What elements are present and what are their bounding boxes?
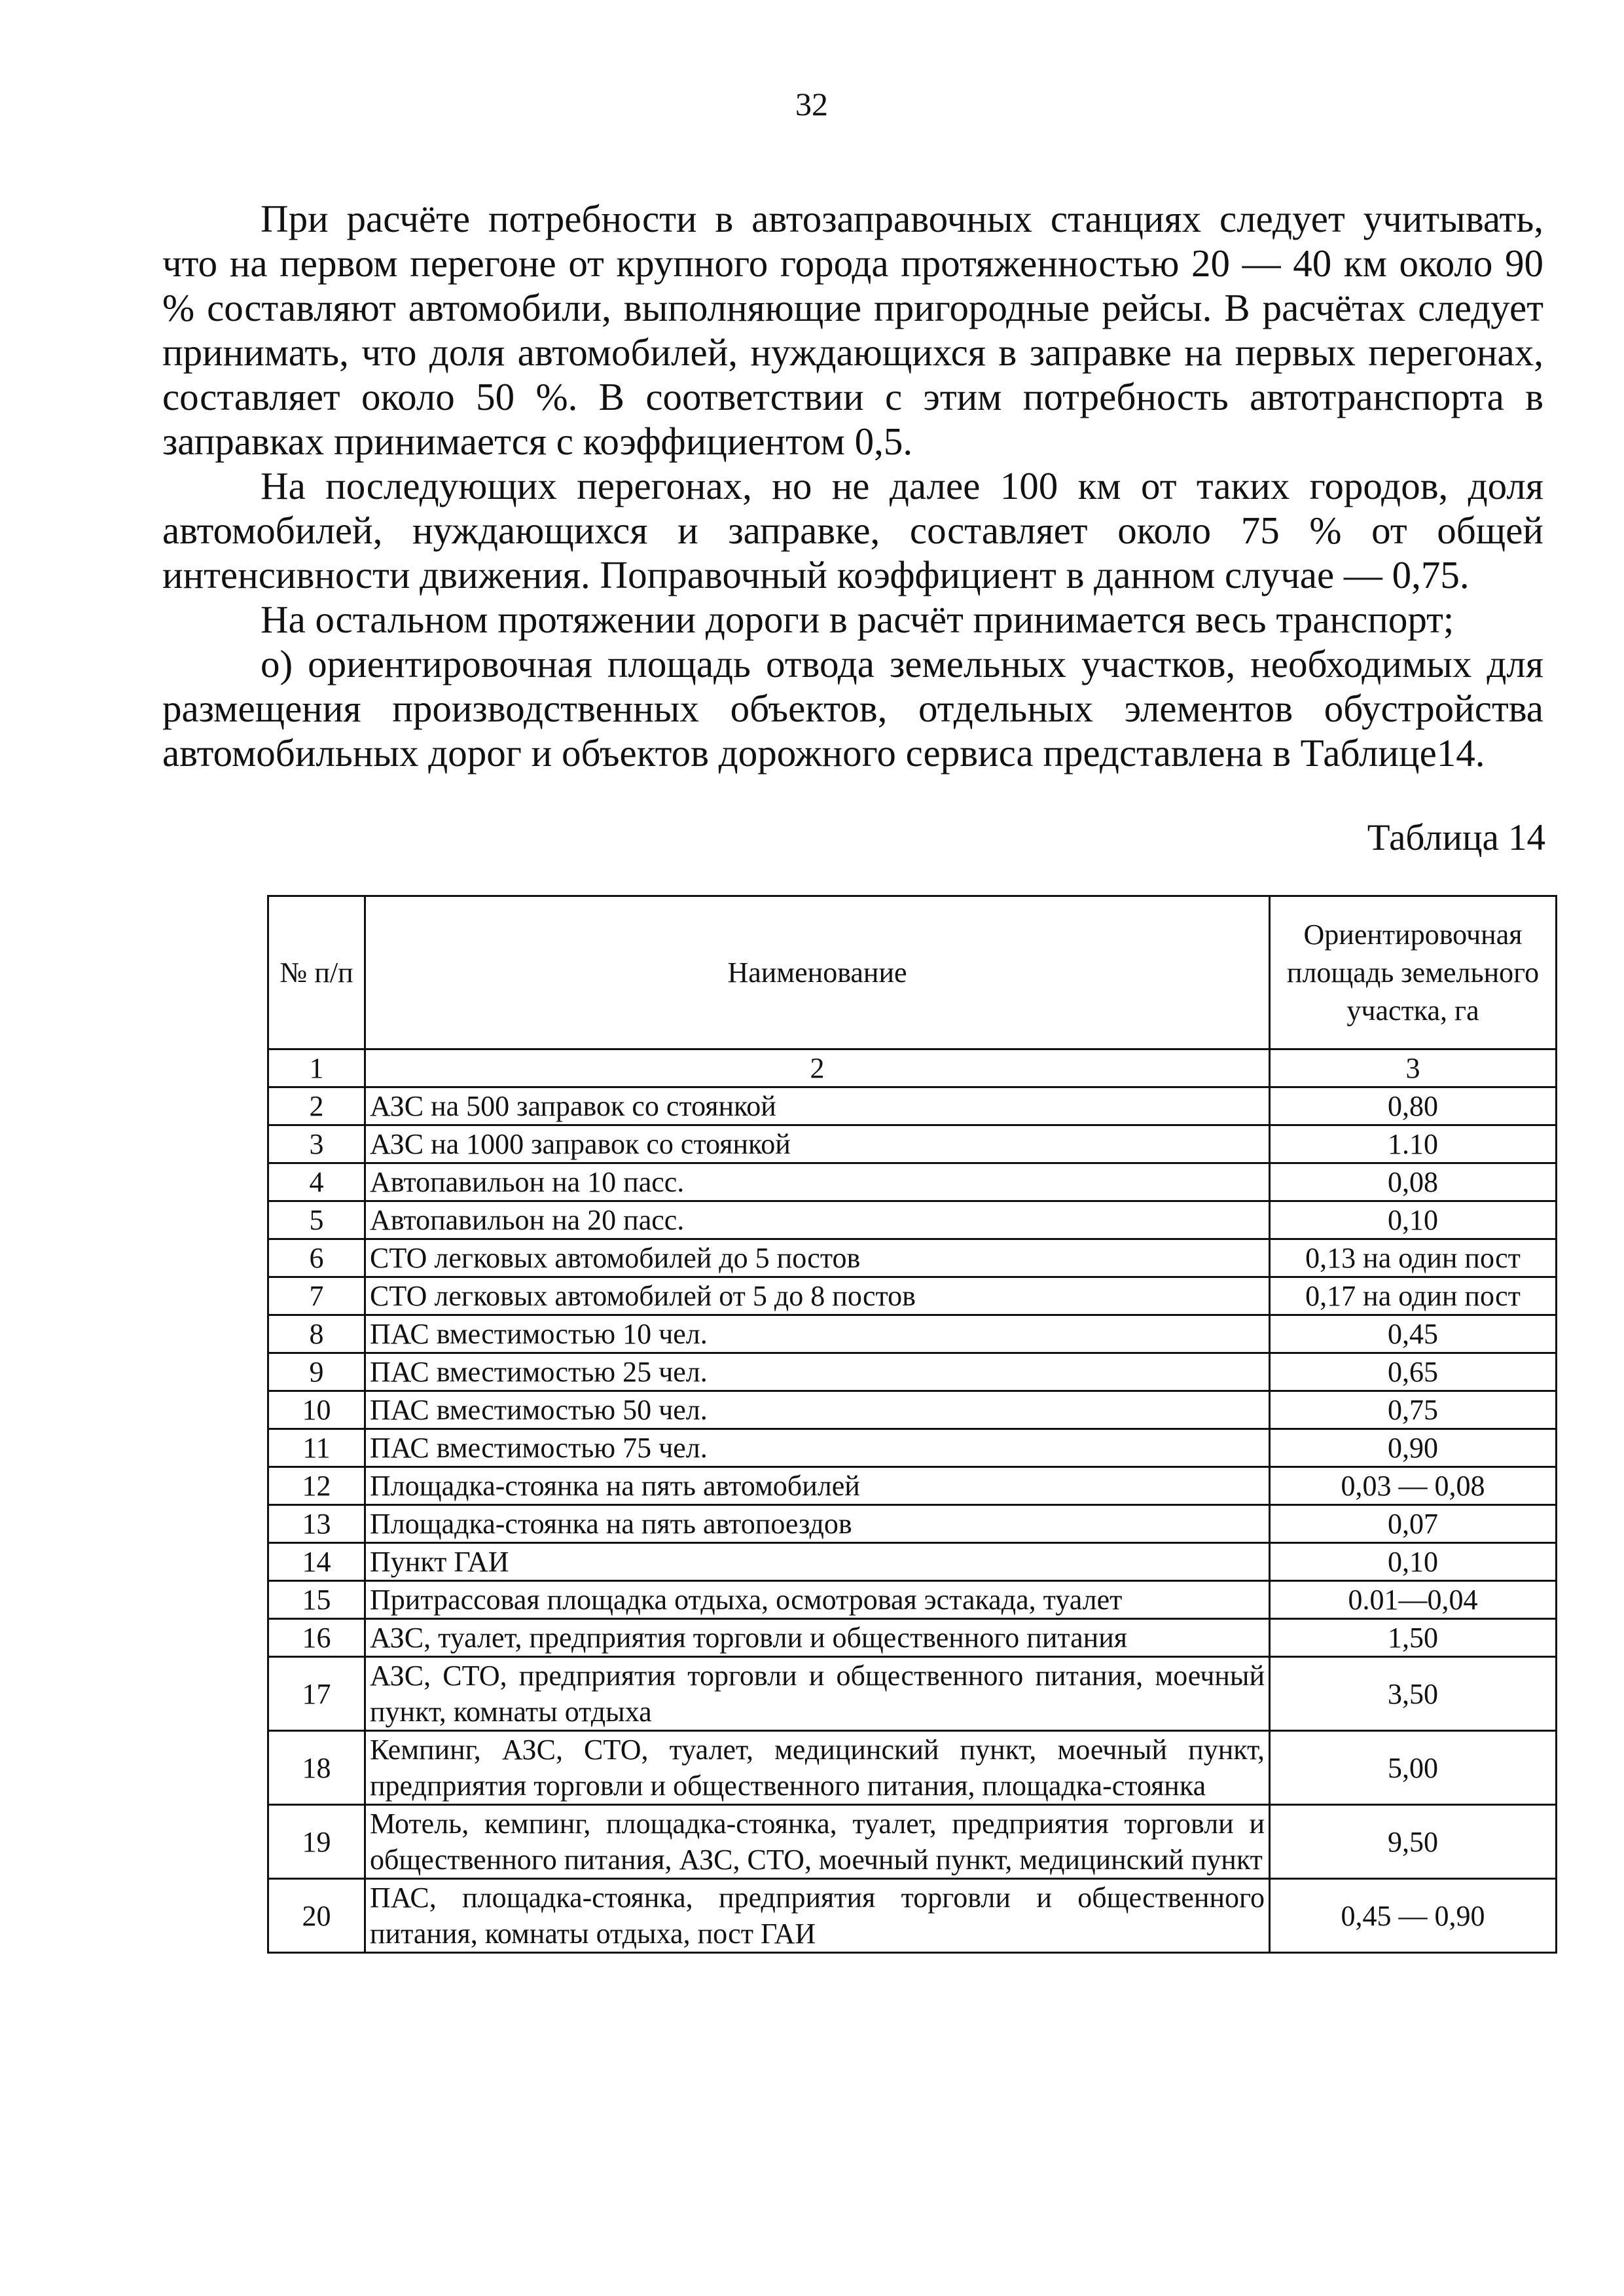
row-name-cell: Притрассовая площадка отдыха, осмотровая эстакада, туалет	[365, 1581, 1270, 1619]
header-number: № п/п	[268, 896, 365, 1049]
row-name-cell: АЗС на 500 заправок со стоянкой	[365, 1087, 1270, 1125]
row-area-cell: 1.10	[1270, 1125, 1557, 1163]
row-number-cell: 18	[268, 1731, 365, 1805]
row-number-cell: 16	[268, 1619, 365, 1657]
land-area-table	[267, 895, 1557, 1954]
page-number: 32	[795, 86, 828, 122]
header-area: Ориентировочная площадь земельного участка, га	[1270, 896, 1557, 1049]
table-row	[268, 1391, 1557, 1429]
row-area-cell: 0,07	[1270, 1505, 1557, 1543]
row-area-cell: 0,03 — 0,08	[1270, 1467, 1557, 1505]
table-body	[268, 1049, 1557, 1953]
row-area-cell: 1,50	[1270, 1619, 1557, 1657]
row-area-cell: 0,08	[1270, 1163, 1557, 1201]
row-area-cell: 3,50	[1270, 1657, 1557, 1731]
table-header-row	[268, 896, 1557, 1049]
row-name-cell: Площадка-стоянка на пять автомобилей	[365, 1467, 1270, 1505]
row-area-cell: 0,80	[1270, 1087, 1557, 1125]
row-name-cell: ПАС, площадка-стоянка, предприятия торговли и общественного питания, комнаты отдыха, пост ГАИ	[365, 1879, 1270, 1953]
row-name-cell: Кемпинг, АЗС, СТО, туалет, медицинский пункт, моечный пункт, предприятия торговли и общественного питания, площадка-стоянка	[365, 1731, 1270, 1805]
paragraph: о) ориентировочная площадь отвода земельных участков, необходимых для размещения производственных объектов, отдельных элементов обустройства автомобильных дорог и объектов дорожного сервиса представлена в Таблице14.	[162, 642, 1543, 774]
paragraph: На последующих перегонах, но не далее 100 км от таких городов, доля автомобилей, нуждающихся и заправке, составляет около 75 % от общей интенсивности движения. Поправочный коэффициент в данном случае — 0,75.	[162, 464, 1543, 596]
table-row	[268, 1201, 1557, 1239]
table-row	[268, 1087, 1557, 1125]
header-name: Наименование	[365, 896, 1270, 1049]
row-number-cell: 3	[268, 1125, 365, 1163]
table-row	[268, 1657, 1557, 1731]
index-cell: 2	[365, 1049, 1270, 1087]
table-caption: Таблица 14	[1367, 817, 1545, 858]
row-number-cell: 6	[268, 1239, 365, 1277]
row-area-cell: 0,90	[1270, 1429, 1557, 1467]
table-row	[268, 1467, 1557, 1505]
row-number-cell: 4	[268, 1163, 365, 1201]
row-area-cell: 9,50	[1270, 1805, 1557, 1879]
row-number-cell: 11	[268, 1429, 365, 1467]
table-row	[268, 1429, 1557, 1467]
table-row	[268, 1731, 1557, 1805]
row-number-cell: 15	[268, 1581, 365, 1619]
paragraph: При расчёте потребности в автозаправочных станциях следует учитывать, что на первом перегоне от крупного города протяженностью 20 — 40 км около 90 % составляют автомобили, выполняющие пригородные рейсы. В расчётах следует принимать, что доля автомобилей, нуждающихся в заправке на первых перегонах, составляет около 50 %. В соответствии с этим потребность автотранспорта в заправках принимается с коэффициентом 0,5.	[162, 197, 1543, 463]
row-area-cell: 0.01—0,04	[1270, 1581, 1557, 1619]
row-number-cell: 17	[268, 1657, 365, 1731]
table-row	[268, 1581, 1557, 1619]
row-name-cell: ПАС вместимостью 50 чел.	[365, 1391, 1270, 1429]
row-name-cell: АЗС, туалет, предприятия торговли и общественного питания	[365, 1619, 1270, 1657]
row-name-cell: Площадка-стоянка на пять автопоездов	[365, 1505, 1270, 1543]
table-row	[268, 1239, 1557, 1277]
row-number-cell: 9	[268, 1353, 365, 1391]
row-number-cell: 19	[268, 1805, 365, 1879]
row-number-cell: 13	[268, 1505, 365, 1543]
table-row	[268, 1125, 1557, 1163]
row-area-cell: 0,13 на один пост	[1270, 1239, 1557, 1277]
index-cell: 1	[268, 1049, 365, 1087]
row-name-cell: ПАС вместимостью 75 чел.	[365, 1429, 1270, 1467]
table-row	[268, 1805, 1557, 1879]
row-number-cell: 8	[268, 1315, 365, 1353]
row-name-cell: АЗС на 1000 заправок со стоянкой	[365, 1125, 1270, 1163]
row-area-cell: 5,00	[1270, 1731, 1557, 1805]
table-row	[268, 1277, 1557, 1315]
table-row	[268, 1163, 1557, 1201]
row-name-cell: Мотель, кемпинг, площадка-стоянка, туалет, предприятия торговли и общественного питания, АЗС, СТО, моечный пункт, медицинский пункт	[365, 1805, 1270, 1879]
row-name-cell: СТО легковых автомобилей до 5 постов	[365, 1239, 1270, 1277]
row-area-cell: 0,45 — 0,90	[1270, 1879, 1557, 1953]
table-row	[268, 1315, 1557, 1353]
row-area-cell: 0,75	[1270, 1391, 1557, 1429]
row-name-cell: Автопавильон на 20 пасс.	[365, 1201, 1270, 1239]
row-area-cell: 0,65	[1270, 1353, 1557, 1391]
table-index-row	[268, 1049, 1557, 1087]
table-row	[268, 1353, 1557, 1391]
table-row	[268, 1619, 1557, 1657]
row-area-cell: 0,17 на один пост	[1270, 1277, 1557, 1315]
row-name-cell: Автопавильон на 10 пасс.	[365, 1163, 1270, 1201]
row-number-cell: 12	[268, 1467, 365, 1505]
table-row	[268, 1543, 1557, 1581]
table-row	[268, 1879, 1557, 1953]
row-number-cell: 14	[268, 1543, 365, 1581]
row-area-cell: 0,10	[1270, 1543, 1557, 1581]
row-name-cell: СТО легковых автомобилей от 5 до 8 постов	[365, 1277, 1270, 1315]
index-cell: 3	[1270, 1049, 1557, 1087]
row-name-cell: Пункт ГАИ	[365, 1543, 1270, 1581]
row-name-cell: ПАС вместимостью 10 чел.	[365, 1315, 1270, 1353]
body-text	[162, 196, 1543, 775]
row-name-cell: ПАС вместимостью 25 чел.	[365, 1353, 1270, 1391]
row-number-cell: 10	[268, 1391, 365, 1429]
row-number-cell: 2	[268, 1087, 365, 1125]
row-area-cell: 0,10	[1270, 1201, 1557, 1239]
paragraph: На остальном протяжении дороги в расчёт принимается весь транспорт;	[261, 598, 1454, 641]
table-row	[268, 1505, 1557, 1543]
row-name-cell: АЗС, СТО, предприятия торговли и общественного питания, моечный пункт, комнаты отдыха	[365, 1657, 1270, 1731]
row-number-cell: 7	[268, 1277, 365, 1315]
row-area-cell: 0,45	[1270, 1315, 1557, 1353]
row-number-cell: 20	[268, 1879, 365, 1953]
row-number-cell: 5	[268, 1201, 365, 1239]
